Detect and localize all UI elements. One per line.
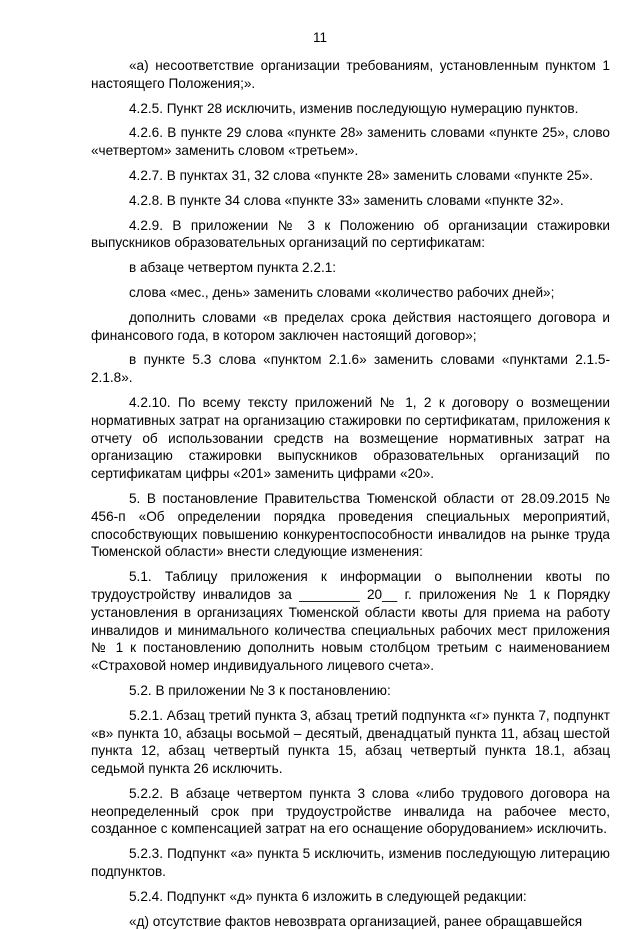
paragraph-5-2-4: 5.2.4. Подпункт «д» пункта 6 изложить в следующей редакции: — [129, 888, 527, 904]
paragraph-4-2-8: 4.2.8. В пункте 34 слова «пункте 33» заменить словами «пункте 32». — [129, 192, 564, 208]
paragraph-dopolnit-slovami: дополнить словами «в пределах срока действия настоящего договора и финансового года, в котором заключен настоящий договор»; — [91, 309, 610, 343]
paragraph-4-2-5: 4.2.5. Пункт 28 исключить, изменив последующую нумерацию пунктов. — [129, 100, 579, 116]
paragraph-4-2-10: 4.2.10. По всему тексту приложений № 1, 2 к договору о возмещении нормативных затрат на организацию стажировки по сертификатам, приложения к отчету об использовании средств на возмещение нормативных затрат на организацию стажировки выпускников образовательных организаций по сертификатам цифры «201» заменить цифрами «20». — [91, 394, 610, 482]
paragraph-5-2-1: 5.2.1. Абзац третий пункта 3, абзац третий подпункта «г» пункта 7, подпункт «в» пункта 10, абзацы восьмой – десятый, двенадцатый пункта 11, абзац шестой пункта 12, абзац четвертый пункта 15, абзац четвертый пункта 18.1, абзац седьмой пункта 26 исключить. — [91, 707, 610, 777]
paragraph-5: 5. В постановление Правительства Тюменской области от 28.09.2015 № 456-п «Об определении порядка проведения специальных мероприятий, способствующих повышению конкурентоспособности инвалидов на рынке труда Тюменской области» внести следующие изменения: — [91, 490, 610, 560]
paragraph-5-1: 5.1. Таблицу приложения к информации о выполнении квоты по трудоустройству инвалидов за ________ 20__ г. приложения № 1 к Порядку установления в организациях Тюменской области квоты для приема на работу инвалидов и минимального количества специальных рабочих мест приложения № 1 к постановлению дополнить новым столбцом третьим с наименованием «Страховой номер индивидуального лицевого счета». — [91, 569, 610, 674]
paragraph-4-2-9: 4.2.9. В приложении № 3 к Положению об организации стажировки выпускников образовательных организаций по сертификатам: — [91, 217, 610, 251]
paragraph-4-2-6: 4.2.6. В пункте 29 слова «пункте 28» заменить словами «пункте 25», слово «четвертом» заменить словом «третьем». — [91, 125, 610, 159]
paragraph-5-2: 5.2. В приложении № 3 к постановлению: — [129, 682, 391, 698]
paragraph-5-2-2: 5.2.2. В абзаце четвертом пункта 3 слова «либо трудового договора на неопределенный срок при трудоустройстве инвалида на рабочее место, созданное с компенсацией затрат на его оснащение оборудованием» исключить. — [91, 785, 610, 837]
page-number: 11 — [312, 30, 327, 45]
document-body — [91, 57, 610, 930]
paragraph-slova-mes-den: слова «мес., день» заменить словами «количество рабочих дней»; — [129, 284, 555, 300]
paragraph-4-2-7: 4.2.7. В пунктах 31, 32 слова «пункте 28» заменить словами «пункте 25». — [129, 167, 594, 183]
paragraph-a-nesootvetstvie: «а) несоответствие организации требованиям, установленным пунктом 1 настоящего Положения;». — [91, 58, 610, 91]
paragraph-5-2-3: 5.2.3. Подпункт «а» пункта 5 исключить, изменив последующую литерацию подпунктов. — [91, 846, 610, 880]
paragraph-abzac-2-2-1: в абзаце четвертом пункта 2.2.1: — [129, 260, 337, 276]
paragraph-d-otsutstvie: «д) отсутствие фактов невозврата организацией, ранее обращавшейся — [129, 913, 583, 929]
paragraph-punkt-5-3: в пункте 5.3 слова «пунктом 2.1.6» заменить словами «пунктами 2.1.5-2.1.8». — [91, 352, 610, 386]
